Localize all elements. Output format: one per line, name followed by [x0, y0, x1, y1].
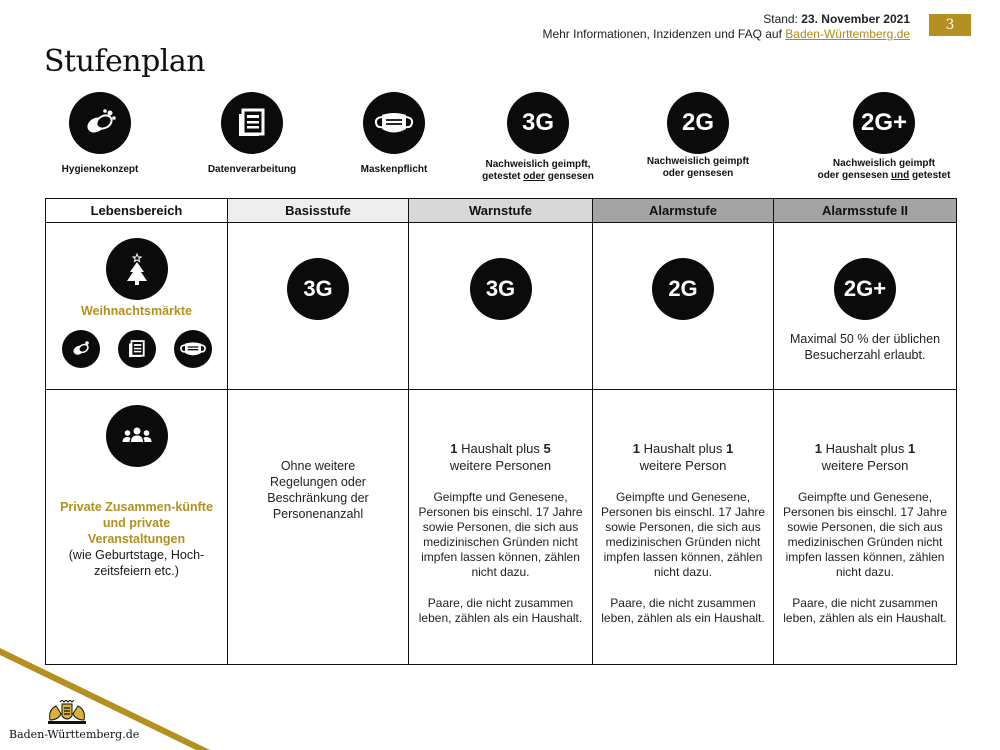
header-info: Stand: 23. November 2021 Mehr Informationen, Inzidenzen und FAQ auf Baden-Württemberg.de	[542, 12, 910, 41]
visitor-limit-note: Maximal 50 % der üblichen Besucherzahl erlaubt.	[789, 332, 941, 362]
header-lebensbereich: Lebensbereich	[46, 199, 228, 223]
badge-3g: 3G	[287, 258, 349, 320]
hands-washing-icon	[69, 92, 131, 154]
header-basisstufe: Basisstufe	[228, 199, 409, 223]
header-alarmstufe-2: Alarmsstufe II	[774, 199, 957, 223]
private-events-label: Private Zusammen-künfte und private Veranstaltungen	[60, 500, 213, 546]
stufenplan-table	[45, 198, 957, 665]
cell-basis-private-events	[228, 390, 409, 665]
info-link[interactable]: Baden-Württemberg.de	[785, 27, 910, 41]
cell-warn-weihnachtsmaerkte	[409, 223, 593, 390]
document-icon	[118, 330, 156, 368]
coat-of-arms-icon	[44, 700, 90, 726]
cell-alarm2-private-events: 1 Haushalt plus 1 weitere Person Geimpfte und Genesene, Personen bis einschl. 17 Jahre sowie Personen, die sich aus medizinischen Gründen nicht impfen lassen können, zählen nicht dazu. Paare, die nicht zusammen leben, zählen als ein Haushalt.	[774, 390, 957, 665]
table-header-row	[46, 199, 957, 223]
couples-text: Paare, die nicht zusammen leben, zählen als ein Haushalt.	[601, 596, 765, 625]
legend-mask: Maskenpflicht	[352, 92, 436, 176]
exemptions-text: Geimpfte und Genesene, Personen bis einschl. 17 Jahre sowie Personen, die sich aus medizinischen Gründen nicht impfen lassen können, zählen nicht dazu.	[418, 490, 583, 579]
badge-3g: 3G	[470, 258, 532, 320]
weihnachtsmaerkte-label: Weihnachtsmärkte	[81, 304, 192, 318]
basis-rule-text: Ohne weitere Regelungen oder Beschränkung der Personenanzahl	[267, 459, 369, 521]
badge-2g: 2G	[652, 258, 714, 320]
group-people-icon	[106, 405, 168, 467]
page-number-badge: 3	[929, 14, 971, 36]
exemptions-text: Geimpfte und Genesene, Personen bis einschl. 17 Jahre sowie Personen, die sich aus medizinischen Gründen nicht impfen lassen können, zählen nicht dazu.	[600, 490, 766, 579]
face-mask-icon	[363, 92, 425, 154]
cell-alarm2-weihnachtsmaerkte	[774, 223, 957, 390]
legend-3g: 3G Nachweislich geimpft, getestet oder gensesen	[468, 92, 608, 183]
household-limit: 1 Haushalt plus 1	[814, 441, 916, 456]
header-alarmstufe: Alarmstufe	[593, 199, 774, 223]
badge-2g-plus: 2G+	[853, 92, 915, 154]
cell-basis-weihnachtsmaerkte	[228, 223, 409, 390]
badge-2g: 2G	[667, 92, 729, 154]
cell-alarm-weihnachtsmaerkte	[593, 223, 774, 390]
cell-warn-private-events: 1 Haushalt plus 5 weitere Personen Geimpfte und Genesene, Personen bis einschl. 17 Jahre sowie Personen, die sich aus medizinischen Gründen nicht impfen lassen können, zählen nicht dazu. Paare, die nicht zusammen leben, zählen als ein Haushalt.	[409, 390, 593, 665]
legend-data: Datenverarbeitung	[200, 92, 304, 176]
couples-text: Paare, die nicht zusammen leben, zählen als ein Haushalt.	[783, 596, 947, 625]
legend-2g: 2G Nachweislich geimpft oder gensesen	[628, 92, 768, 180]
cell-private-events	[46, 390, 228, 665]
hands-washing-icon	[62, 330, 100, 368]
legend-hygiene: Hygienekonzept	[58, 92, 142, 176]
badge-2g-plus: 2G+	[834, 258, 896, 320]
cell-weihnachtsmaerkte	[46, 223, 228, 390]
document-icon	[221, 92, 283, 154]
header-warnstufe: Warnstufe	[409, 199, 593, 223]
stand-date: 23. November 2021	[801, 12, 910, 26]
cell-alarm-private-events: 1 Haushalt plus 1 weitere Person Geimpfte und Genesene, Personen bis einschl. 17 Jahre sowie Personen, die sich aus medizinischen Gründen nicht impfen lassen können, zählen nicht dazu. Paare, die nicht zusammen leben, zählen als ein Haushalt.	[593, 390, 774, 665]
table-row	[46, 390, 957, 665]
christmas-tree-icon	[106, 238, 168, 300]
couples-text: Paare, die nicht zusammen leben, zählen als ein Haushalt.	[418, 596, 583, 625]
face-mask-icon	[174, 330, 212, 368]
legend-2g-plus: 2G+ Nachweislich geimpft oder gensesen und getestet	[808, 92, 960, 182]
footer-brand: Baden-Württemberg.de	[9, 728, 140, 741]
table-row	[46, 223, 957, 390]
private-events-examples: (wie Geburtstage, Hoch-zeitsfeiern etc.)	[68, 548, 205, 578]
badge-3g: 3G	[507, 92, 569, 154]
household-limit: 1 Haushalt plus 5	[450, 441, 551, 456]
exemptions-text: Geimpfte und Genesene, Personen bis einschl. 17 Jahre sowie Personen, die sich aus medizinischen Gründen nicht impfen lassen können, zählen nicht dazu.	[782, 490, 948, 579]
household-limit: 1 Haushalt plus 1	[632, 441, 734, 456]
page-title: Stufenplan	[44, 44, 206, 79]
